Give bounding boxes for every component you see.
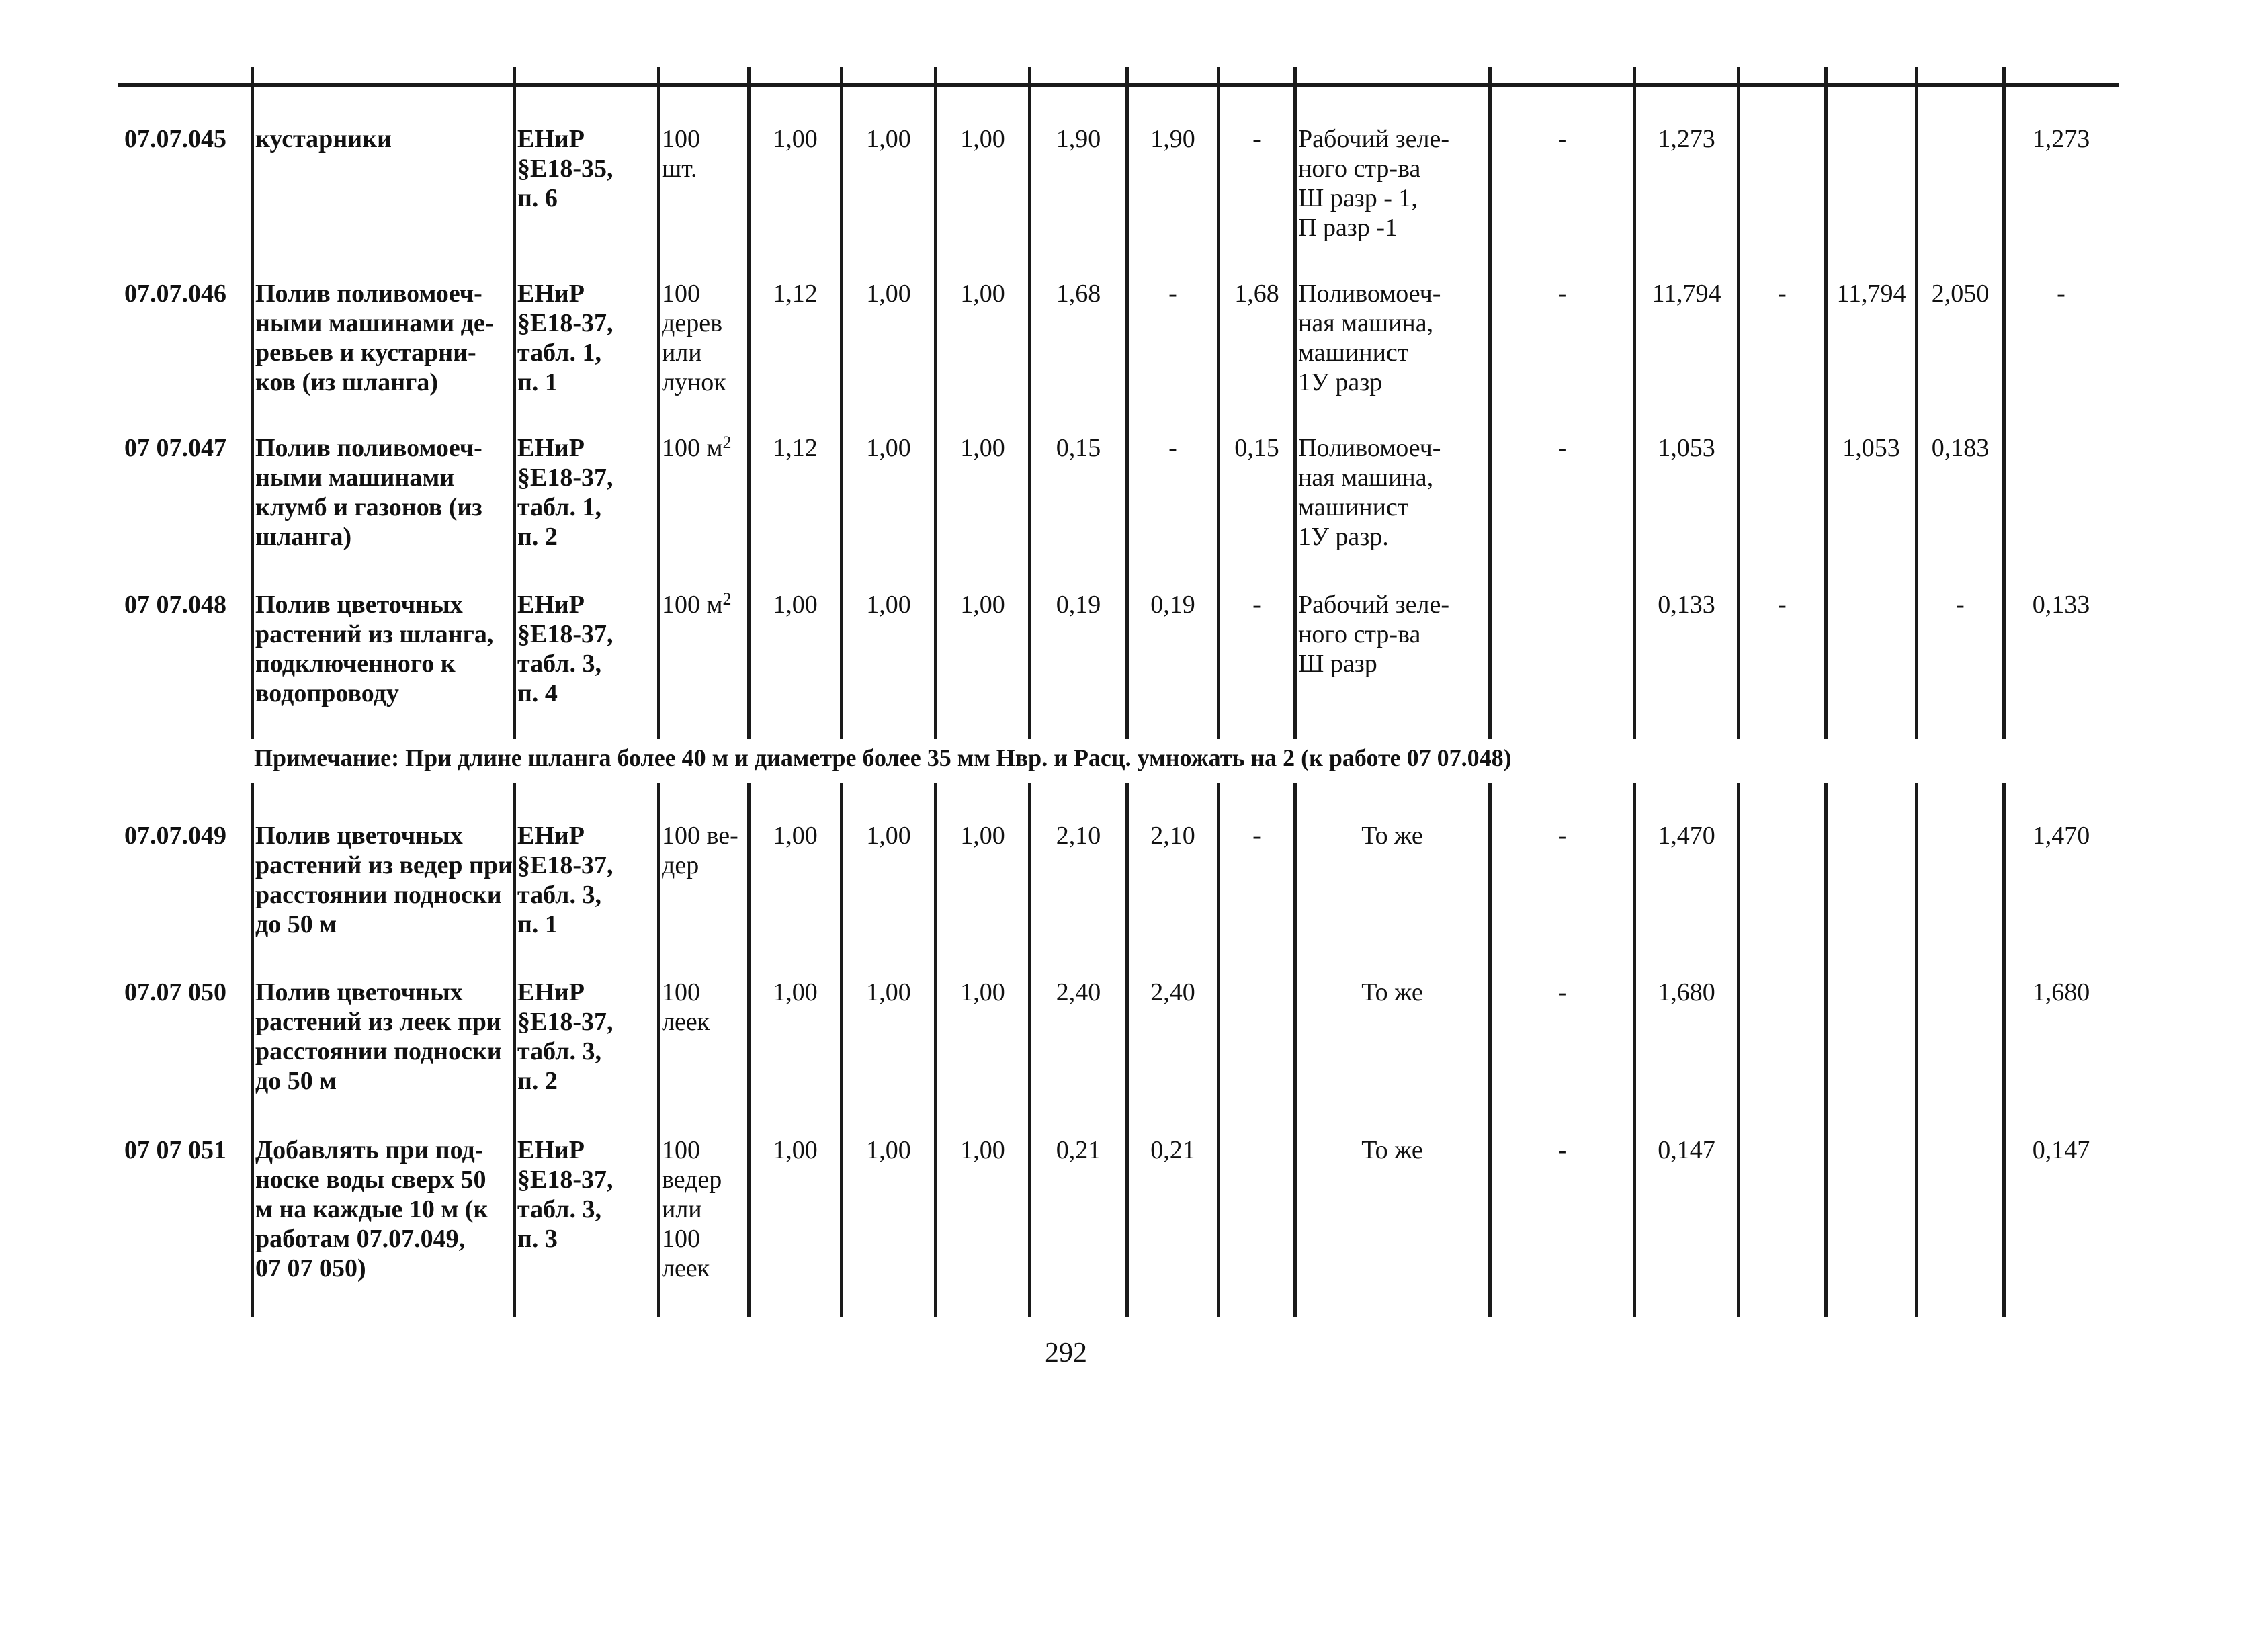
cell-k2: 1,00 [866,1136,911,1164]
table-note: Примечание: При длине шланга более 40 м и диаметре более 35 мм Нвр. и Расц. умножать на 2 (к работе 07 07.048) [254,744,1512,771]
cell-c2: 0,147 [1658,1136,1715,1164]
column-rule [1488,783,1492,1317]
cell-k1: 1,00 [773,591,818,619]
unit-line: 100 ве- [662,822,738,850]
cell-k5: 0,19 [1150,591,1195,619]
cell-c3: - [1778,591,1787,619]
cell-c4: 1,053 [1842,434,1900,462]
name-line: ков (из шланга) [255,368,438,396]
cell-k1: 1,12 [773,279,818,308]
cell-k2: 1,00 [866,978,911,1006]
cell-k3: 1,00 [960,279,1005,308]
cell-k2: 1,00 [866,125,911,153]
norm-line: ЕНиР [517,822,585,850]
unit-line: или [662,1195,702,1223]
cell-k3: 1,00 [960,591,1005,619]
norm-line: табл. 1, [517,339,602,367]
cell-c5: - [1956,591,1965,619]
column-rule [1028,67,1031,739]
unit-line: 100 $м^2$ [662,589,732,619]
norm-line: §Е18-37, [517,464,613,492]
norm-line: п. 1 [517,910,558,939]
norm-line: §Е18-37, [517,1166,613,1194]
unit-line: ведер [662,1166,722,1194]
cell-k2: 1,00 [866,822,911,850]
workers-line: То же [1361,978,1423,1006]
column-rule [513,783,516,1317]
table-top-rule [118,83,2119,87]
column-rule [1488,67,1492,739]
cell-c1: - [1557,822,1567,850]
unit-line: 100 $м^2$ [662,433,732,462]
name-line: шланга) [255,523,352,551]
unit-line: дерев [662,309,723,337]
workers-line: ного стр-ва [1298,155,1421,183]
cell-norm [517,821,613,939]
cell-c2: 1,680 [1658,978,1715,1006]
cell-k5: 1,90 [1150,125,1195,153]
column-rule [1217,783,1220,1317]
name-line: Полив поливомоеч- [255,434,482,462]
unit-line: 100 [662,125,700,153]
column-rule [251,783,254,1317]
cell-k2: 1,00 [866,279,911,308]
column-rule [1737,67,1740,739]
cell-k3: 1,00 [960,125,1005,153]
cell-norm [517,590,613,708]
norm-line: табл. 3, [517,881,602,909]
cell-code: 07 07 051 [124,1136,226,1164]
norm-line: п. 4 [517,679,558,707]
name-line: носке воды сверх 50 [255,1166,486,1194]
norm-line: ЕНиР [517,1136,585,1164]
column-rule [513,67,516,739]
cell-norm [517,124,613,213]
workers-line: Ш разр - 1, [1298,184,1418,212]
workers-line: ная машина, [1298,309,1434,337]
name-line: м на каждые 10 м (к [255,1195,488,1223]
column-rule [840,67,843,739]
cell-unit [662,821,738,880]
cell-c1: - [1557,434,1567,462]
column-rule [1633,783,1636,1317]
cell-code: 07.07.045 [124,125,226,153]
norm-line: п. 1 [517,368,558,396]
name-line: растений из леек при [255,1008,501,1036]
workers-line: Ш разр [1298,650,1377,678]
cell-c4: 11,794 [1836,279,1906,308]
norm-line: п. 3 [517,1225,558,1253]
cell-c6: 1,680 [2032,978,2090,1006]
cell-k3: 1,00 [960,434,1005,462]
name-line: Полив цветочных [255,591,463,619]
cell-c1: - [1557,1136,1567,1164]
unit-line: шт. [662,155,697,183]
cell-workers [1298,279,1441,397]
cell-c1: - [1557,279,1567,308]
cell-c1: - [1557,125,1567,153]
cell-norm [517,279,613,397]
unit-line: или [662,339,702,367]
cell-k1: 1,00 [773,822,818,850]
cell-c6: 0,133 [2032,591,2090,619]
norm-line: ЕНиР [517,591,585,619]
cell-name [255,977,502,1096]
cell-k6: - [1252,591,1261,619]
norm-line: ЕНиР [517,125,585,153]
unit-line: лунок [662,368,726,396]
workers-line: 1У разр. [1298,523,1389,551]
cell-c2: 1,053 [1658,434,1715,462]
norm-line: п. 6 [517,184,558,212]
norm-line: §Е18-37, [517,851,613,879]
cell-name [255,124,392,154]
cell-workers [1298,433,1441,552]
workers-line: машинист [1298,493,1409,521]
cell-norm [517,433,613,552]
cell-k5: - [1168,434,1177,462]
cell-k6: - [1252,822,1261,850]
norm-line: ЕНиР [517,434,585,462]
cell-c2: 1,470 [1658,822,1715,850]
column-rule [1915,67,1918,739]
cell-k1: 1,12 [773,434,818,462]
norm-line: табл. 3, [517,1037,602,1066]
cell-c6: 1,470 [2032,822,2090,850]
norm-line: табл. 1, [517,493,602,521]
cell-c5: 0,183 [1931,434,1990,462]
cell-k4: 0,15 [1056,434,1101,462]
workers-line: ного стр-ва [1298,620,1421,648]
norm-line: ЕНиР [517,978,585,1006]
cell-unit [662,433,732,463]
column-rule [1125,67,1129,739]
name-line: Добавлять при под- [255,1136,484,1164]
cell-c1: - [1557,978,1567,1006]
cell-k3: 1,00 [960,1136,1005,1164]
cell-k3: 1,00 [960,978,1005,1006]
cell-norm [517,1135,613,1254]
column-rule [1293,67,1297,739]
unit-line: дер [662,851,699,879]
cell-k4: 0,21 [1056,1136,1101,1164]
norm-line: §Е18-37, [517,620,613,648]
cell-k4: 1,68 [1056,279,1101,308]
cell-k4: 2,10 [1056,822,1101,850]
cell-c6: - [2057,279,2065,308]
cell-unit [662,279,726,397]
name-line: расстоянии подноски [255,881,502,909]
norm-line: табл. 3, [517,1195,602,1223]
cell-code: 07.07 050 [124,978,226,1006]
unit-line: 100 [662,1225,700,1253]
column-rule [1824,783,1828,1317]
page-number: 292 [1045,1338,1087,1368]
cell-unit [662,977,710,1037]
cell-k4: 1,90 [1056,125,1101,153]
cell-c6: 0,147 [2032,1136,2090,1164]
cell-code: 07 07.047 [124,434,226,462]
column-rule [840,783,843,1317]
workers-line: Поливомоеч- [1298,434,1441,462]
cell-k1: 1,00 [773,1136,818,1164]
cell-c2: 0,133 [1658,591,1715,619]
cell-k5: 2,40 [1150,978,1195,1006]
cell-unit [662,1135,722,1283]
name-line: работам 07.07.049, [255,1225,466,1253]
column-rule [2002,783,2006,1317]
norm-line: п. 2 [517,523,558,551]
name-line: подключенного к [255,650,456,678]
norm-line: §Е18-35, [517,155,613,183]
column-rule [1125,783,1129,1317]
norm-line: §Е18-37, [517,1008,613,1036]
cell-k6: 0,15 [1234,434,1279,462]
cell-k3: 1,00 [960,822,1005,850]
name-line: до 50 м [255,1067,337,1095]
cell-k6: 1,68 [1234,279,1279,308]
column-rule [657,783,660,1317]
cell-name [255,821,513,939]
name-line: ными машинами де- [255,309,494,337]
cell-workers [1298,821,1486,851]
column-rule [1293,783,1297,1317]
cell-k4: 2,40 [1056,978,1101,1006]
unit-line: 100 [662,978,700,1006]
norm-line: §Е18-37, [517,309,613,337]
cell-k1: 1,00 [773,125,818,153]
name-line: Полив поливомоеч- [255,279,482,308]
name-line: 07 07 050) [255,1254,366,1283]
workers-line: ная машина, [1298,464,1434,492]
cell-k2: 1,00 [866,591,911,619]
cell-k1: 1,00 [773,978,818,1006]
cell-name [255,590,493,708]
name-line: расстоянии подноски [255,1037,502,1066]
cell-workers [1298,590,1449,679]
column-rule [2002,67,2006,739]
column-rule [934,67,937,739]
norm-line: ЕНиР [517,279,585,308]
column-rule [1824,67,1828,739]
name-line: клумб и газонов (из [255,493,482,521]
cell-workers [1298,124,1449,243]
cell-name [255,279,493,397]
cell-c2: 1,273 [1658,125,1715,153]
column-rule [657,67,660,739]
workers-line: Рабочий зеле- [1298,125,1449,153]
cell-k4: 0,19 [1056,591,1101,619]
cell-unit [662,590,732,619]
name-line: растений из ведер при [255,851,513,879]
workers-line: 1У разр [1298,368,1383,396]
column-rule [1633,67,1636,739]
name-line: до 50 м [255,910,337,939]
cell-workers [1298,1135,1486,1165]
column-rule [1915,783,1918,1317]
cell-name [255,433,482,552]
name-line: растений из шланга, [255,620,494,648]
cell-k6: - [1252,125,1261,153]
column-rule [1737,783,1740,1317]
cell-c2: 11,794 [1652,279,1721,308]
column-rule [747,67,751,739]
cell-k5: 2,10 [1150,822,1195,850]
norm-line: табл. 3, [517,650,602,678]
workers-line: Поливомоеч- [1298,279,1441,308]
workers-line: То же [1361,822,1423,850]
cell-c5: 2,050 [1931,279,1990,308]
workers-line: машинист [1298,339,1409,367]
column-rule [934,783,937,1317]
column-rule [1028,783,1031,1317]
column-rule [251,67,254,739]
name-line: Полив цветочных [255,978,463,1006]
name-line: ными машинами [255,464,455,492]
cell-c6: 1,273 [2032,125,2090,153]
workers-line: Рабочий зеле- [1298,591,1449,619]
cell-code: 07.07.049 [124,822,226,850]
unit-line: леек [662,1254,710,1283]
column-rule [747,783,751,1317]
cell-k2: 1,00 [866,434,911,462]
cell-c3: - [1778,279,1787,308]
unit-line: леек [662,1008,710,1036]
column-rule [1217,67,1220,739]
cell-k5: - [1168,279,1177,308]
cell-unit [662,124,700,183]
unit-line: 100 [662,279,700,308]
cell-workers [1298,977,1486,1007]
unit-line: 100 [662,1136,700,1164]
cell-name [255,1135,488,1283]
name-line: кустарники [255,125,392,153]
name-line: ревьев и кустарни- [255,339,476,367]
cell-code: 07 07.048 [124,591,226,619]
norm-line: п. 2 [517,1067,558,1095]
cell-k5: 0,21 [1150,1136,1195,1164]
name-line: водопроводу [255,679,399,707]
name-line: Полив цветочных [255,822,463,850]
workers-line: То же [1361,1136,1423,1164]
cell-code: 07.07.046 [124,279,226,308]
workers-line: П разр -1 [1298,214,1398,242]
cell-norm [517,977,613,1096]
